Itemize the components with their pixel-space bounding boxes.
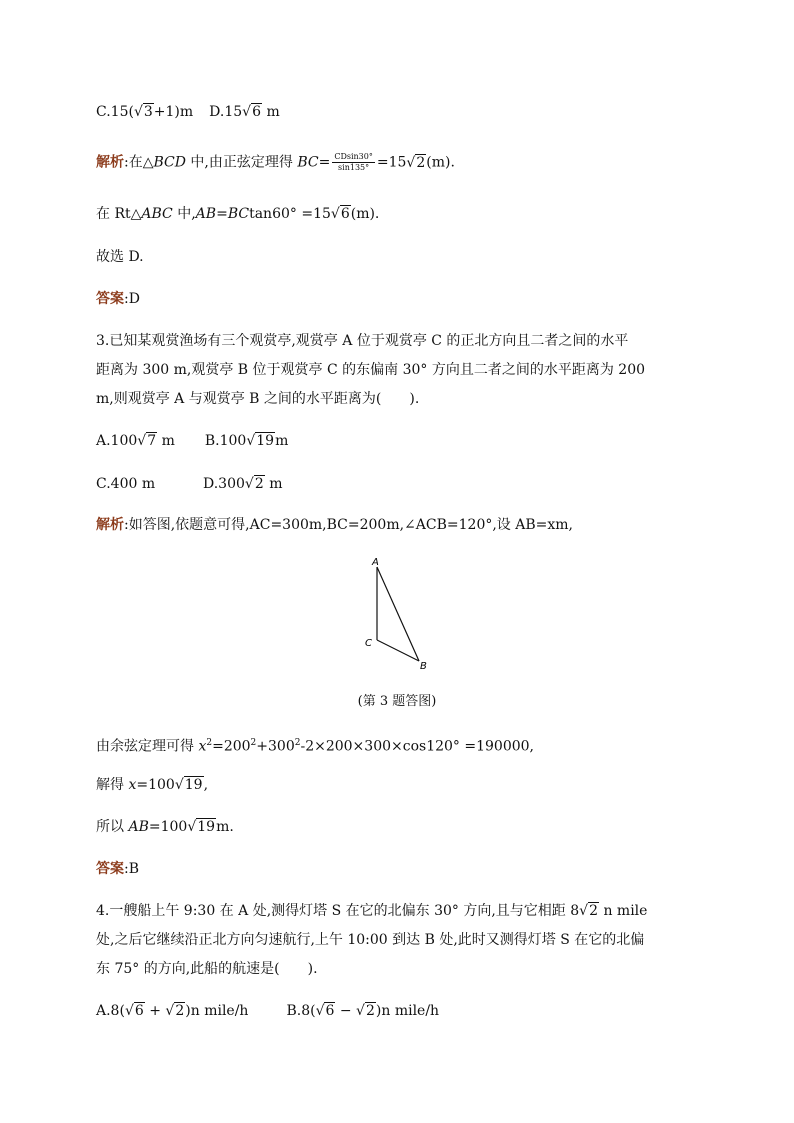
answer-value: :D bbox=[124, 291, 140, 307]
q3-option-a-prefix: A.100 bbox=[96, 433, 138, 449]
analysis-label: 解析 bbox=[96, 154, 124, 171]
q2-option-d-prefix: D.15 bbox=[209, 104, 243, 120]
q3-analysis-line-3 bbox=[96, 775, 208, 795]
sqrt-symbol: √6 bbox=[242, 104, 262, 120]
text: )n mile/h bbox=[185, 1003, 249, 1019]
math-var: BC bbox=[297, 154, 319, 171]
q4-stem-line-2: 处,之后它继续沿正北方向匀速航行,上午 10:00 到达 B 处,此时又测得灯塔 S 在它的北偏 bbox=[96, 932, 645, 948]
math-var: BC bbox=[227, 206, 250, 222]
q3-options-line-2 bbox=[96, 474, 282, 494]
q4-stem-line-1 bbox=[96, 901, 647, 921]
q3-analysis-line-4 bbox=[96, 817, 234, 837]
text: -2×200×300×cos120° =190000, bbox=[300, 738, 534, 755]
text: (m). bbox=[350, 206, 380, 222]
fraction-denominator: sin135° bbox=[338, 163, 370, 172]
q4-option-b-prefix: B.8( bbox=[286, 1003, 316, 1019]
radicand: 2 bbox=[175, 1003, 185, 1019]
q3-option-d-prefix: D.300 bbox=[203, 476, 245, 492]
segment-cb bbox=[377, 640, 419, 661]
q2-option-c-radicand: 3 bbox=[143, 104, 153, 120]
text: 中,由正弦定理得 bbox=[185, 154, 298, 171]
q4-option-a-prefix: A.8( bbox=[96, 1003, 125, 1019]
segment-ab bbox=[377, 567, 419, 661]
triangle-figure bbox=[360, 555, 440, 675]
text: m bbox=[264, 476, 283, 492]
text: :在△ bbox=[124, 154, 154, 171]
analysis-label: 解析 bbox=[96, 517, 124, 533]
sqrt-symbol: √2 bbox=[579, 903, 599, 919]
math-var: BCD bbox=[153, 154, 186, 171]
sqrt-symbol: √2 bbox=[165, 1003, 185, 1019]
radicand: 2 bbox=[416, 154, 426, 171]
math-var: AB bbox=[195, 206, 217, 222]
sqrt-symbol: √6 bbox=[124, 1003, 144, 1019]
q4-stem-line-3: 东 75° 的方向,此船的航速是( ). bbox=[96, 961, 318, 977]
fraction-numerator: CDsin30° bbox=[334, 152, 373, 161]
sqrt-symbol: √19 bbox=[246, 433, 275, 449]
q4-options-line-1 bbox=[96, 1001, 439, 1021]
q2-analysis-line-3: 故选 D. bbox=[96, 249, 144, 265]
q3-answer bbox=[96, 859, 139, 879]
q3-option-b-prefix: B.100 bbox=[204, 433, 247, 449]
radicand: 7 bbox=[147, 433, 157, 449]
text: m. bbox=[216, 819, 234, 835]
text: 4.一艘船上午 9:30 在 A 处,测得灯塔 S 在它的北偏东 30° 方向,且与它相距 8 bbox=[96, 903, 580, 919]
radicand: 2 bbox=[589, 903, 599, 919]
text: , bbox=[203, 777, 209, 793]
fraction bbox=[332, 152, 375, 173]
sqrt-symbol: √3 bbox=[133, 104, 153, 120]
q2-answer bbox=[96, 289, 140, 309]
sqrt-symbol: √6 bbox=[315, 1003, 335, 1019]
text: :如答图,依题意可得,AC=300m,BC=200m,∠ACB=120°,设 AB=xm, bbox=[124, 517, 573, 533]
text: =100 bbox=[148, 819, 188, 835]
figure-caption: (第 3 题答图) bbox=[357, 694, 437, 709]
radicand: 19 bbox=[197, 819, 216, 835]
q3-option-c: C.400 m bbox=[96, 476, 156, 492]
sqrt-symbol: √2 bbox=[406, 154, 426, 171]
sqrt-symbol: √6 bbox=[330, 206, 350, 222]
text: 解得 bbox=[96, 777, 129, 793]
superscript: 2 bbox=[294, 738, 301, 748]
q3-stem-line-1: 3.已知某观赏渔场有三个观赏亭,观赏亭 A 位于观赏亭 C 的正北方向且二者之间的水平 bbox=[96, 333, 629, 349]
text: 所以 bbox=[96, 819, 129, 835]
q3-analysis-line-1 bbox=[96, 515, 573, 535]
q2-option-c-prefix: C.15( bbox=[96, 104, 134, 120]
q2-option-d-suffix: m bbox=[262, 104, 280, 120]
radicand: 6 bbox=[134, 1003, 144, 1019]
text: tan60° =15 bbox=[249, 206, 331, 222]
text: − bbox=[335, 1003, 357, 1019]
superscript: 2 bbox=[206, 738, 213, 748]
radicand: 6 bbox=[340, 206, 350, 222]
q2-options-line bbox=[96, 102, 280, 122]
q2-option-c-suffix: +1)m bbox=[153, 104, 194, 120]
q3-stem-line-3: m,则观赏亭 A 与观赏亭 B 之间的水平距离为( ). bbox=[96, 391, 420, 407]
text: n mile bbox=[599, 903, 648, 919]
text: +300 bbox=[256, 738, 295, 755]
text: 中, bbox=[172, 206, 196, 222]
point-label-a: A bbox=[372, 557, 379, 568]
q3-analysis-line-2 bbox=[96, 733, 534, 757]
text: (m). bbox=[426, 154, 455, 171]
q2-analysis-line-2 bbox=[96, 204, 379, 224]
point-label-b: B bbox=[420, 661, 427, 672]
sqrt-symbol: √2 bbox=[244, 476, 264, 492]
text: = bbox=[318, 154, 331, 171]
text: + bbox=[144, 1003, 166, 1019]
sqrt-symbol: √7 bbox=[137, 433, 157, 449]
answer-label: 答案 bbox=[96, 291, 124, 307]
text: m bbox=[275, 433, 289, 449]
math-var: ABC bbox=[141, 206, 173, 222]
math-var: x bbox=[198, 738, 207, 755]
q3-stem-line-2: 距离为 300 m,观赏亭 B 位于观赏亭 C 的东偏南 30° 方向且二者之间的水平距离为 200 bbox=[96, 362, 646, 378]
math-var: x bbox=[128, 777, 137, 793]
q2-analysis-line-1 bbox=[96, 152, 455, 173]
radicand: 19 bbox=[256, 433, 275, 449]
sqrt-symbol: √19 bbox=[187, 819, 216, 835]
text: m bbox=[157, 433, 175, 449]
radicand: 19 bbox=[184, 777, 203, 793]
text: =15 bbox=[376, 154, 407, 171]
answer-value: :B bbox=[124, 861, 140, 877]
math-var: AB bbox=[128, 819, 149, 835]
text: =100 bbox=[136, 777, 175, 793]
radicand: 6 bbox=[325, 1003, 335, 1019]
sqrt-symbol: √19 bbox=[174, 777, 203, 793]
text: = bbox=[216, 206, 228, 222]
q3-options-line-1 bbox=[96, 431, 288, 451]
point-label-c: C bbox=[365, 638, 372, 649]
superscript: 2 bbox=[250, 738, 257, 748]
sqrt-symbol: √2 bbox=[356, 1003, 375, 1019]
radicand: 2 bbox=[254, 476, 264, 492]
text: 在 Rt△ bbox=[96, 206, 142, 222]
radicand: 2 bbox=[365, 1003, 375, 1019]
text: =200 bbox=[212, 738, 251, 755]
text: )n mile/h bbox=[375, 1003, 440, 1019]
text: 由余弦定理可得 bbox=[96, 738, 199, 755]
answer-label: 答案 bbox=[96, 861, 124, 877]
q2-option-d-radicand: 6 bbox=[252, 104, 262, 120]
